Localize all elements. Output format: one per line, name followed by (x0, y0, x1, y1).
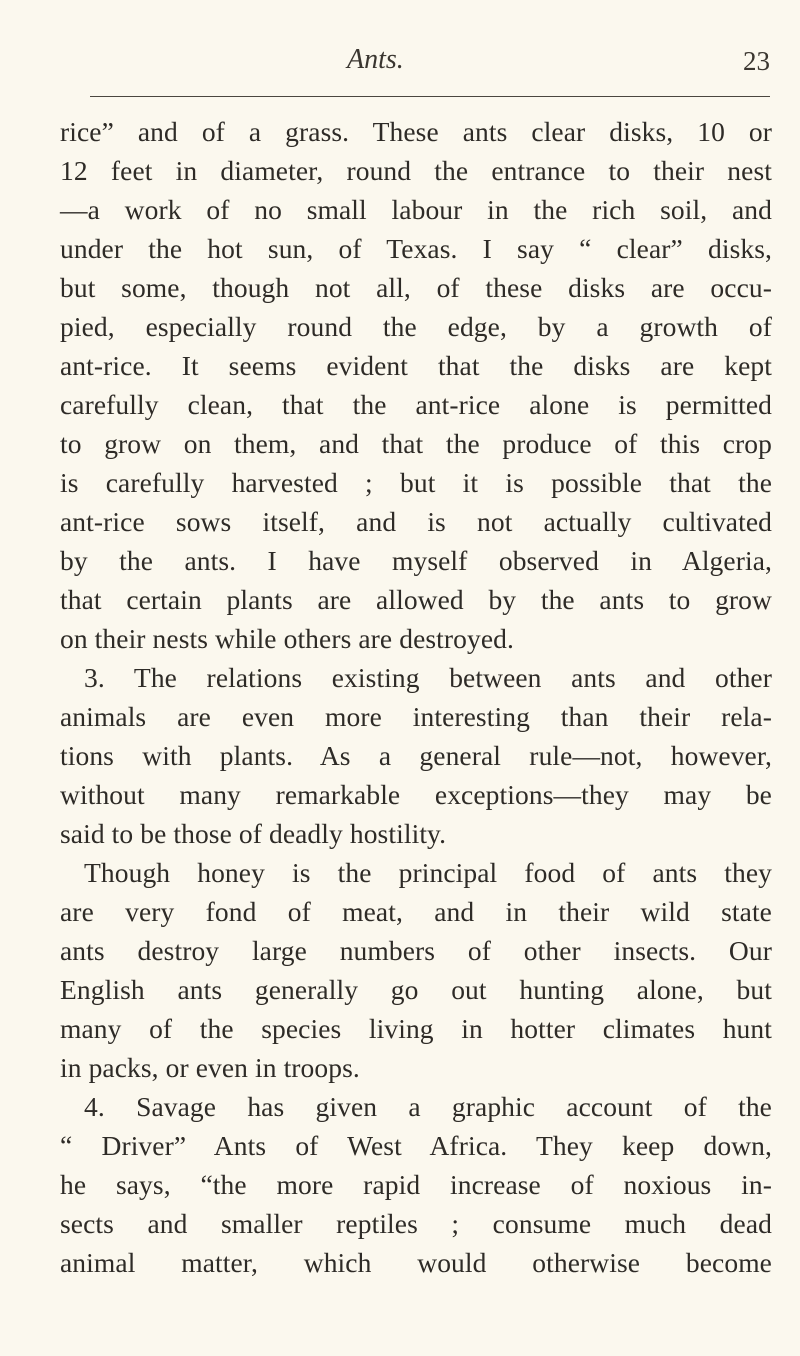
text-line: said to be those of deadly hostility. (60, 818, 447, 849)
text-line: is carefully harvested ; but it is possible that the (60, 467, 772, 498)
text-line: many of the species living in hotter climates hunt (60, 1013, 772, 1044)
body-text (60, 112, 772, 1282)
text-line: without many remarkable exceptions—they may be (60, 779, 772, 810)
text-line: under the hot sun, of Texas. I say “ clear” disks, (60, 233, 772, 264)
text-line: 4. Savage has given a graphic account of the (84, 1091, 772, 1122)
text-line: by the ants. I have myself observed in Algeria, (60, 545, 772, 576)
text-line: —a work of no small labour in the rich soil, and (60, 194, 772, 225)
text-line: on their nests while others are destroyed. (60, 623, 515, 654)
text-line: in packs, or even in troops. (60, 1052, 360, 1083)
text-line: Though honey is the principal food of ants they (84, 857, 772, 888)
text-line: ants destroy large numbers of other insects. Our (60, 935, 772, 966)
text-line: animals are even more interesting than their rela- (60, 701, 772, 732)
text-line: to grow on them, and that the produce of this crop (60, 428, 772, 459)
text-line: “ Driver” Ants of West Africa. They keep down, (60, 1130, 772, 1161)
text-line: 3. The relations existing between ants and other (84, 662, 772, 693)
text-line: rice” and of a grass. These ants clear disks, 10 or (60, 116, 772, 147)
text-line: ant-rice sows itself, and is not actually cultivated (60, 506, 772, 537)
running-head (90, 44, 790, 84)
text-line: animal matter, which would otherwise become (60, 1247, 772, 1278)
text-line: pied, especially round the edge, by a growth of (60, 311, 772, 342)
text-line: are very fond of meat, and in their wild state (60, 896, 772, 927)
text-line: tions with plants. As a general rule—not, however, (60, 740, 772, 771)
text-line: English ants generally go out hunting alone, but (60, 974, 772, 1005)
text-line: 12 feet in diameter, round the entrance to their nest (60, 155, 772, 186)
text-line: sects and smaller reptiles ; consume much dead (60, 1208, 772, 1239)
header-rule (90, 96, 770, 97)
text-line: that certain plants are allowed by the ants to grow (60, 584, 772, 615)
page-number: 23 (743, 46, 770, 76)
text-line: carefully clean, that the ant-rice alone is permitted (60, 389, 772, 420)
running-title: Ants. (347, 44, 404, 75)
text-line: ant-rice. It seems evident that the disks are kept (60, 350, 772, 381)
text-line: he says, “the more rapid increase of noxious in- (60, 1169, 772, 1200)
text-line: but some, though not all, of these disks are occu- (60, 272, 772, 303)
